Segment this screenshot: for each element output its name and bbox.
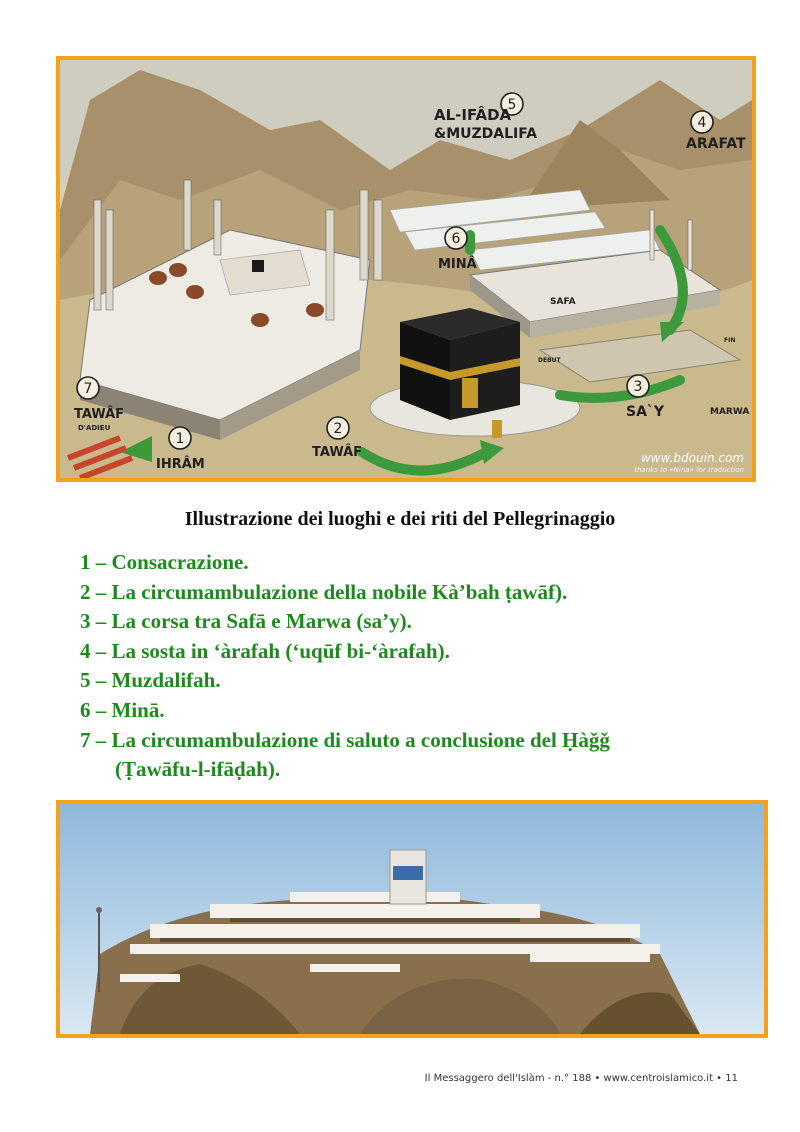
label-safa: SAFA (550, 297, 576, 307)
rites-list (80, 548, 770, 785)
label-mina: MINÂ (438, 257, 477, 272)
illustration-drawing (60, 60, 752, 478)
credit-site: www.bdouin.com (640, 451, 744, 465)
rite-item-3: 3 – La corsa tra Safā e Marwa (sa’y). (80, 609, 412, 634)
page-footer: Il Messaggero dell'Islàm - n.° 188 • www.centroislamico.it • 11 (424, 1073, 738, 1084)
badge-4 (691, 111, 713, 133)
label-arafat: ARAFAT (686, 136, 746, 152)
illustration-caption: Illustrazione dei luoghi e dei riti del Pellegrinaggio (184, 508, 616, 530)
rite-item-2: 2 – La circumambulazione della nobile Kà’bah ṭawāf). (80, 579, 568, 604)
badge-3 (627, 375, 649, 397)
svg-text:4: 4 (697, 115, 707, 131)
label-fin: FIN (724, 337, 736, 344)
rite-item-7 (80, 726, 770, 785)
label-sai: SA`Y (626, 404, 665, 420)
badge-6 (445, 227, 467, 249)
badge-2 (327, 417, 349, 439)
rite-item-7-text: 7 – La circumambulazione di saluto a conclusione del Ḥàǧǧ (80, 727, 610, 752)
label-tawaf-adieu: TAWÂF (74, 407, 125, 422)
label-muzdalifa: &MUZDALIFA (434, 126, 538, 142)
label-alifada: AL-IFÂDA (434, 106, 512, 124)
arafat-photo (56, 800, 768, 1038)
svg-text:6: 6 (451, 231, 461, 247)
label-adieu: D'ADIEU (78, 424, 111, 432)
svg-text:2: 2 (333, 421, 343, 437)
rite-item-6: 6 – Minā. (80, 697, 165, 722)
arafat-photo-drawing (60, 804, 764, 1034)
credit-note: thanks to «Nina» for traduction (634, 466, 744, 474)
label-ihram: IHRÂM (156, 457, 205, 472)
badge-1 (169, 427, 191, 449)
svg-text:1: 1 (175, 431, 185, 447)
svg-text:3: 3 (633, 379, 643, 395)
rite-item-1: 1 – Consacrazione. (80, 550, 249, 574)
rite-item-5: 5 – Muzdalifah. (80, 668, 221, 693)
label-tawaf: TAWÂF (312, 445, 363, 460)
label-debut: DÉBUT (538, 357, 561, 364)
rite-item-4: 4 – La sosta in ‘àrafah (‘uqūf bi-‘àrafah). (80, 638, 450, 663)
rite-item-7-continuation: (Ṭawāfu-l-ifāḍah). (115, 757, 281, 782)
svg-text:7: 7 (83, 381, 93, 397)
pilgrimage-illustration (56, 56, 756, 482)
badge-7 (77, 377, 99, 399)
label-marwa: MARWA (710, 407, 750, 417)
svg-text:5: 5 (507, 97, 517, 113)
